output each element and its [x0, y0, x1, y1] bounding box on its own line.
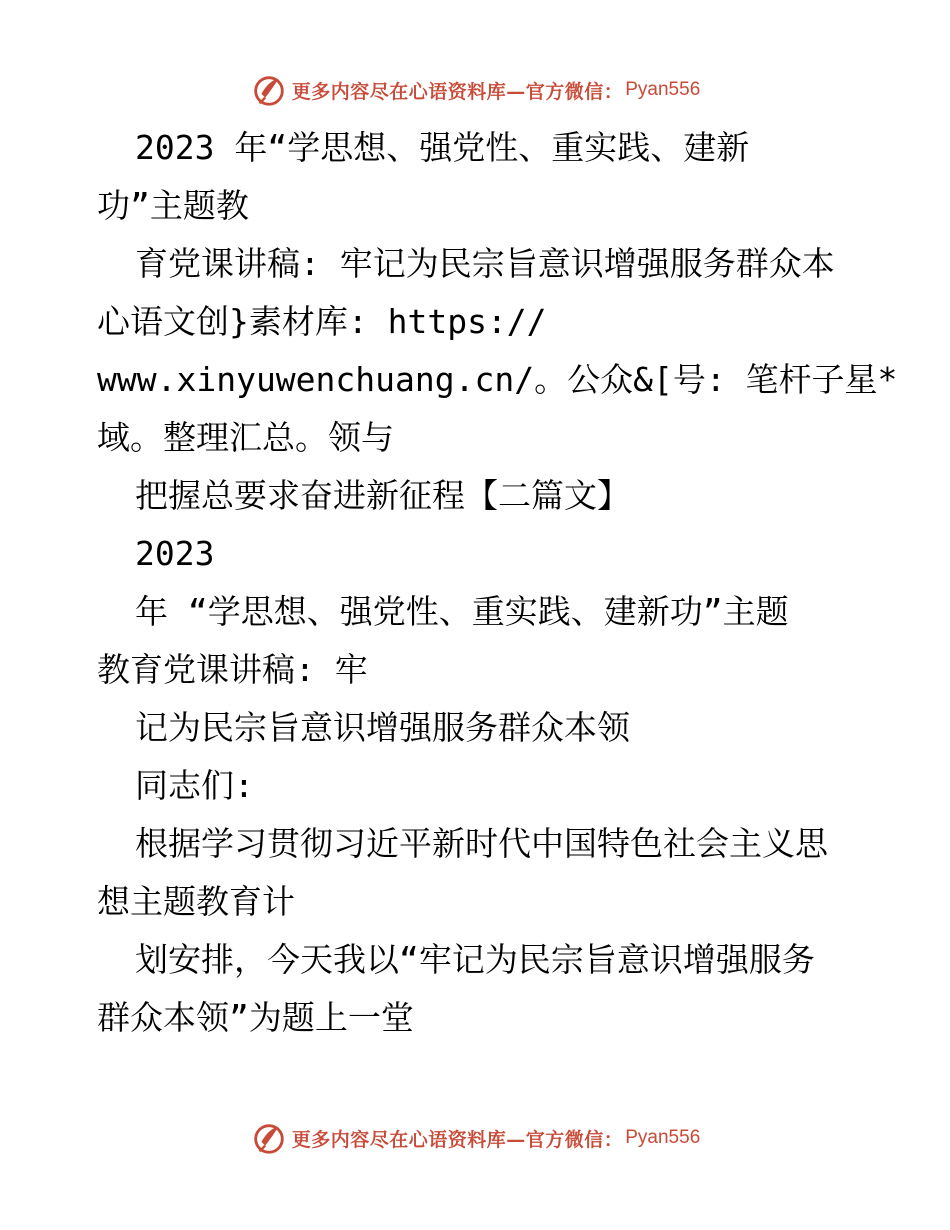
- text-line: 域。整理汇总。领与: [97, 418, 394, 457]
- text-line: 把握总要求奋进新征程【二篇文】: [135, 476, 630, 515]
- text-line: 2023: [135, 534, 215, 573]
- watermark-text: 更多内容尽在心语资料库—官方微信：: [291, 80, 624, 103]
- text-line: www.xinyuwenchuang.cn/。公众&[号: 笔杆子星*: [97, 360, 898, 399]
- text-line: 2023 年“学思想、强党性、重实践、建新: [135, 128, 750, 167]
- text-line: 功”主题教: [97, 186, 249, 225]
- text-line: 教育党课讲稿: 牢: [97, 650, 368, 689]
- watermark-logo-icon: [250, 71, 288, 109]
- text-line: 心语文创}素材库: https://: [97, 302, 547, 341]
- text-line: 同志们:: [135, 766, 254, 805]
- text-line: 划安排，今天我以“牢记为民宗旨意识增强服务: [135, 940, 815, 979]
- watermark-contact: Pyan556: [625, 79, 701, 100]
- text-line: 群众本领”为题上一堂: [97, 998, 414, 1037]
- text-line: 育党课讲稿: 牢记为民宗旨意识增强服务群众本: [135, 244, 835, 283]
- text-line: 想主题教育计: [97, 882, 295, 921]
- footer-watermark: [0, 1118, 950, 1158]
- text-line: 根据学习贯彻习近平新时代中国特色社会主义思: [135, 824, 828, 863]
- header-watermark: [0, 70, 950, 110]
- watermark-contact: Pyan556: [625, 1127, 701, 1148]
- text-line: 年 “学思想、强党性、重实践、建新功”主题: [135, 592, 789, 631]
- text-line: 记为民宗旨意识增强服务群众本领: [135, 708, 630, 747]
- watermark-logo-icon: [250, 1119, 288, 1157]
- watermark-text: 更多内容尽在心语资料库—官方微信：: [291, 1128, 624, 1151]
